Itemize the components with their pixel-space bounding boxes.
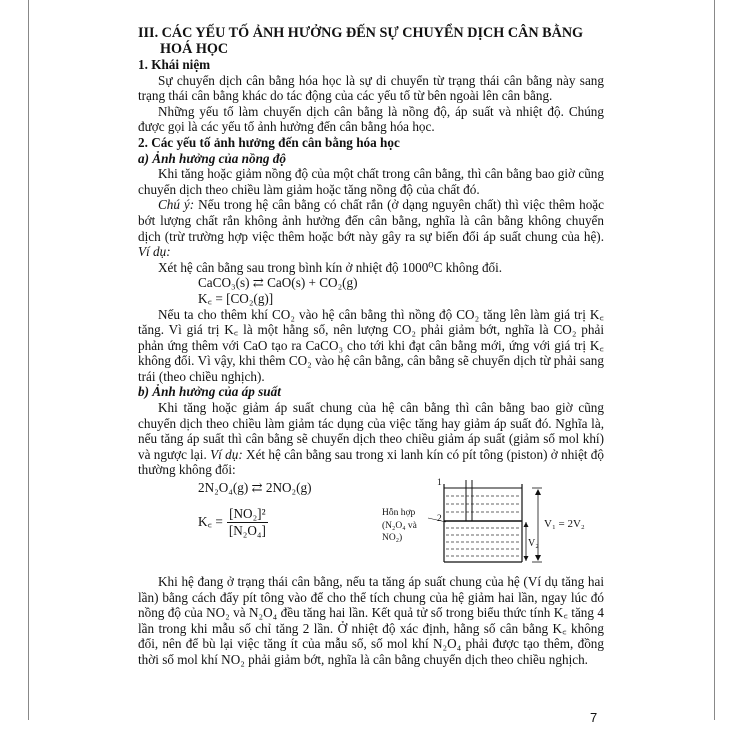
pressure-example-label: Ví dụ: bbox=[210, 446, 243, 462]
paragraph-concept-1: Sự chuyển dịch cân bằng hóa học là sự di chuyển từ trạng thái cân bằng này sang trạng thái cân bằng khác do tác động của các yếu tố từ bên ngoài lên cân bằng. bbox=[138, 72, 604, 104]
kc-numerator: [NO₂]² bbox=[229, 506, 266, 522]
paragraph-pressure-1 bbox=[138, 400, 604, 478]
paragraph-concept-2: Những yếu tố làm chuyển dịch cân bằng là nồng độ, áp suất và nhiệt độ. Chúng được gọi là các yếu tố ảnh hưởng đến cân bằng hóa học. bbox=[138, 103, 604, 135]
v1-label: V₁ = 2V₂ bbox=[544, 518, 585, 531]
note-label: Chú ý: bbox=[158, 197, 195, 213]
note-text: Nếu trong hệ cân bằng có chất rắn (ở dạng nguyên chất) thì việc thêm hoặc bớt lượng chất rắn không ảnh hưởng đến cân bằng, nghĩa là cân bằng không chuyển dịch (trừ trường hợp việc thêm hoặc bớt này gây ra sự biến đổi áp suất chung của hệ). bbox=[138, 197, 604, 244]
equation-caco3: CaCO₃(s) ⇄ CaO(s) + CO₂(g) bbox=[198, 275, 358, 291]
note-example-label: Ví dụ: bbox=[138, 244, 171, 260]
paragraph-pressure-2: Khi hệ đang ở trạng thái cân bằng, nếu ta tăng áp suất chung của hệ (Ví dụ tăng hai lần) bằng cách đẩy pít tông vào để cho thể tích chung của hệ giảm hai lần, ngay lúc đó nồng độ của NO₂ và N₂O₄ đều tăng hai lần. Kết quả tử số trong biểu thức tính K꜀ tăng 4 lần trong khi mẫu số chỉ tăng 2 lần. Ở nhiệt độ xác định, hằng số cân bằng K꜀ không đổi, nên để bù lại việc tăng ít của mẫu số, số mol khí N₂O₄ phải được tạo thêm, đồng thời số mol khí NO₂ phải giảm bớt, nghĩa là cân bằng chuyển dịch theo chiều nghịch. bbox=[138, 574, 604, 667]
kc-denominator: [N₂O₄] bbox=[228, 522, 266, 538]
equation-kc-co2: K꜀ = [CO₂(g)] bbox=[198, 290, 274, 306]
paragraph-concentration-2: Nếu ta cho thêm khí CO₂ vào hệ cân bằng thì nồng độ CO₂ tăng lên làm giá trị K꜀ tăng. Vì giá trị K꜀ là một hằng số, nên lượng CO₂ phải giảm bớt, nghĩa là CO₂ phải phản ứng thêm với CaO tạo ra CaCO₃ cho tới khi đạt cân bằng mới, ứng với giá trị K꜀ không đổi. Vì vậy, khi thêm CO₂ vào hệ cân bằng, cân bằng sẽ chuyển dịch từ phải sang trái (theo chiều nghịch). bbox=[138, 306, 604, 384]
mixture-label-3: NO₂) bbox=[382, 533, 403, 544]
example-block bbox=[138, 478, 604, 574]
pressure-example-text: Xét hệ cân bằng sau trong xi lanh kín có pít tông (piston) ở nhiệt độ thường không đổi: bbox=[138, 446, 604, 478]
v2-label: V₂ bbox=[528, 538, 539, 550]
paragraph-example-intro: Xét hệ cân bằng sau trong bình kín ở nhiệt độ 1000⁰C không đổi. bbox=[158, 259, 503, 275]
subheading-factors: 2. Các yếu tố ảnh hưởng đến cân bằng hóa học bbox=[138, 134, 400, 150]
equation-kc-fraction bbox=[198, 506, 268, 538]
piston-diagram bbox=[382, 478, 604, 574]
mark-position-2: 2 bbox=[437, 514, 442, 525]
heading-line-2: HOÁ HỌC bbox=[160, 41, 229, 57]
mark-position-1: 1 bbox=[437, 478, 442, 489]
paragraph-note bbox=[138, 197, 604, 259]
subheading-concept: 1. Khái niệm bbox=[138, 57, 211, 72]
heading-line-1: III. CÁC YẾU TỐ ẢNH HƯỞNG ĐẾN SỰ CHUYỂN DỊCH CÂN BẰNG bbox=[138, 25, 584, 41]
kc-fraction bbox=[227, 506, 268, 538]
equation-n2o4: 2N₂O₄(g) ⇄ 2NO₂(g) bbox=[198, 480, 312, 496]
mixture-label-2: (N₂O₄ và bbox=[382, 521, 417, 532]
page-number: 7 bbox=[590, 710, 598, 725]
kc-lhs: K꜀ = bbox=[198, 514, 223, 530]
subheading-pressure: b) Ảnh hưởng của áp suất bbox=[138, 384, 281, 400]
mixture-label-1: Hỗn hợp bbox=[382, 508, 416, 519]
pressure-text: Khi tăng hoặc giảm áp suất chung của hệ cân bằng thì cân bằng bao giờ cũng chuyển dịch theo chiều làm giảm tác dụng của việc tăng hay giảm áp suất đó. Nghĩa là, nếu tăng áp suất thì cân bằng sẽ chuyển dịch theo chiều giảm áp suất (giảm số mol khí) và ngược lại. bbox=[138, 400, 604, 462]
page-frame-right bbox=[714, 0, 715, 720]
paragraph-concentration-1: Khi tăng hoặc giảm nồng độ của một chất trong cân bằng, thì cân bằng bao giờ cũng chuyển dịch theo chiều làm giảm hoặc tăng nồng độ của chất đó. bbox=[138, 166, 604, 197]
subheading-concentration: a) Ảnh hưởng của nồng độ bbox=[138, 150, 286, 166]
page-frame-left bbox=[28, 0, 29, 720]
section-heading bbox=[138, 25, 604, 57]
document-page bbox=[138, 25, 604, 668]
